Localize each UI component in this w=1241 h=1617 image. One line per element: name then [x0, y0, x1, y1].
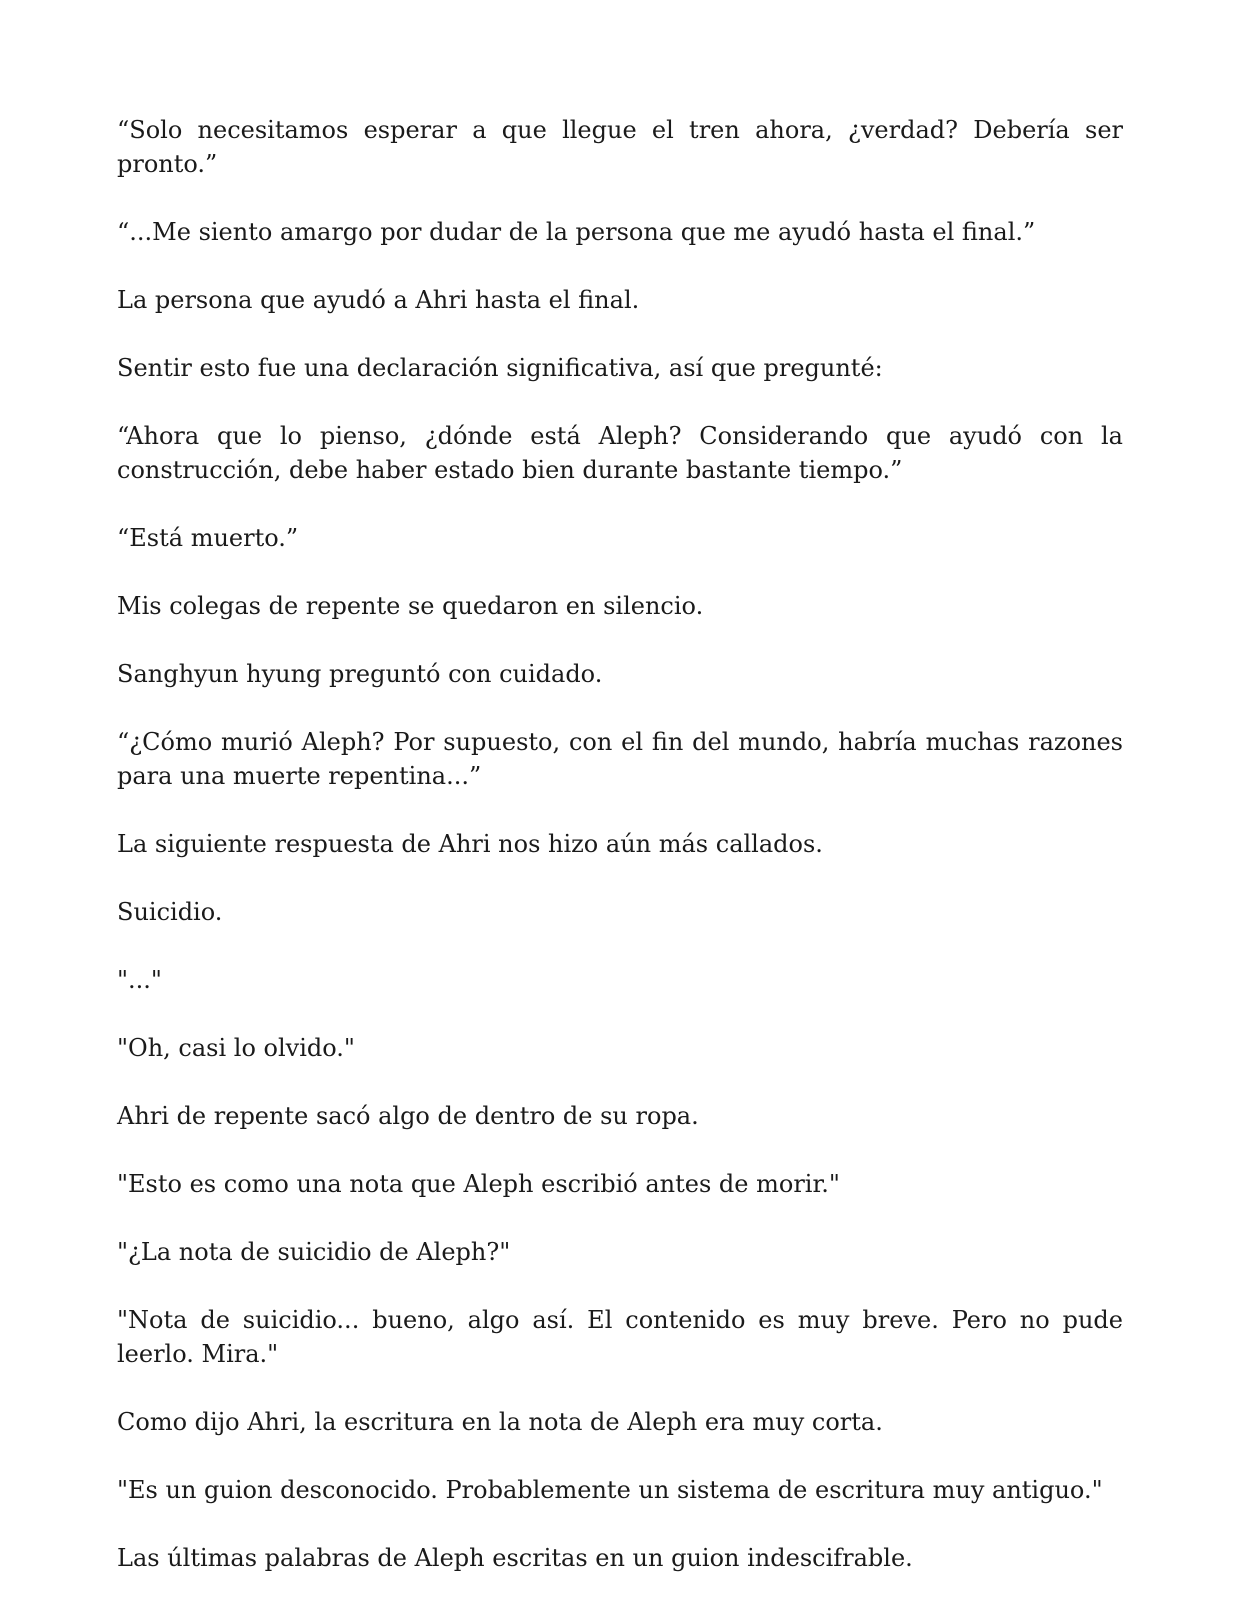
paragraph-6: “Está muerto.” — [117, 524, 299, 552]
paragraph-5: “Ahora que lo pienso, ¿dónde está Aleph? Considerando que ayudó con la construcción, debe haber estado bien durante bastante tiempo.” — [117, 422, 1123, 484]
paragraph-10: La siguiente respuesta de Ahri nos hizo aún más callados. — [117, 830, 823, 858]
paragraph-12: "..." — [117, 966, 162, 994]
paragraph-14: Ahri de repente sacó algo de dentro de su ropa. — [117, 1102, 699, 1130]
paragraph-13: "Oh, casi lo olvido." — [117, 1034, 355, 1062]
paragraph-9: “¿Cómo murió Aleph? Por supuesto, con el fin del mundo, habría muchas razones para una muerte repentina...” — [117, 728, 1123, 790]
paragraph-7: Mis colegas de repente se quedaron en silencio. — [117, 592, 704, 620]
paragraph-11: Suicidio. — [117, 898, 223, 926]
paragraph-19: "Es un guion desconocido. Probablemente un sistema de escritura muy antiguo." — [117, 1476, 1103, 1504]
paragraph-2: “...Me siento amargo por dudar de la persona que me ayudó hasta el final.” — [117, 218, 1036, 246]
paragraph-8: Sanghyun hyung preguntó con cuidado. — [117, 660, 603, 688]
paragraph-16: "¿La nota de suicidio de Aleph?" — [117, 1238, 511, 1266]
paragraph-1: “Solo necesitamos esperar a que llegue el tren ahora, ¿verdad? Debería ser pronto.” — [117, 116, 1123, 178]
paragraph-17: "Nota de suicidio... bueno, algo así. El contenido es muy breve. Pero no pude leerlo. Mira." — [117, 1306, 1123, 1368]
paragraph-18: Como dijo Ahri, la escritura en la nota de Aleph era muy corta. — [117, 1408, 883, 1436]
paragraph-20: Las últimas palabras de Aleph escritas en un guion indescifrable. — [117, 1544, 913, 1572]
paragraph-4: Sentir esto fue una declaración significativa, así que pregunté: — [117, 354, 883, 382]
paragraph-3: La persona que ayudó a Ahri hasta el final. — [117, 286, 640, 314]
paragraph-15: "Esto es como una nota que Aleph escribió antes de morir." — [117, 1170, 840, 1198]
document-body — [117, 113, 1123, 1609]
